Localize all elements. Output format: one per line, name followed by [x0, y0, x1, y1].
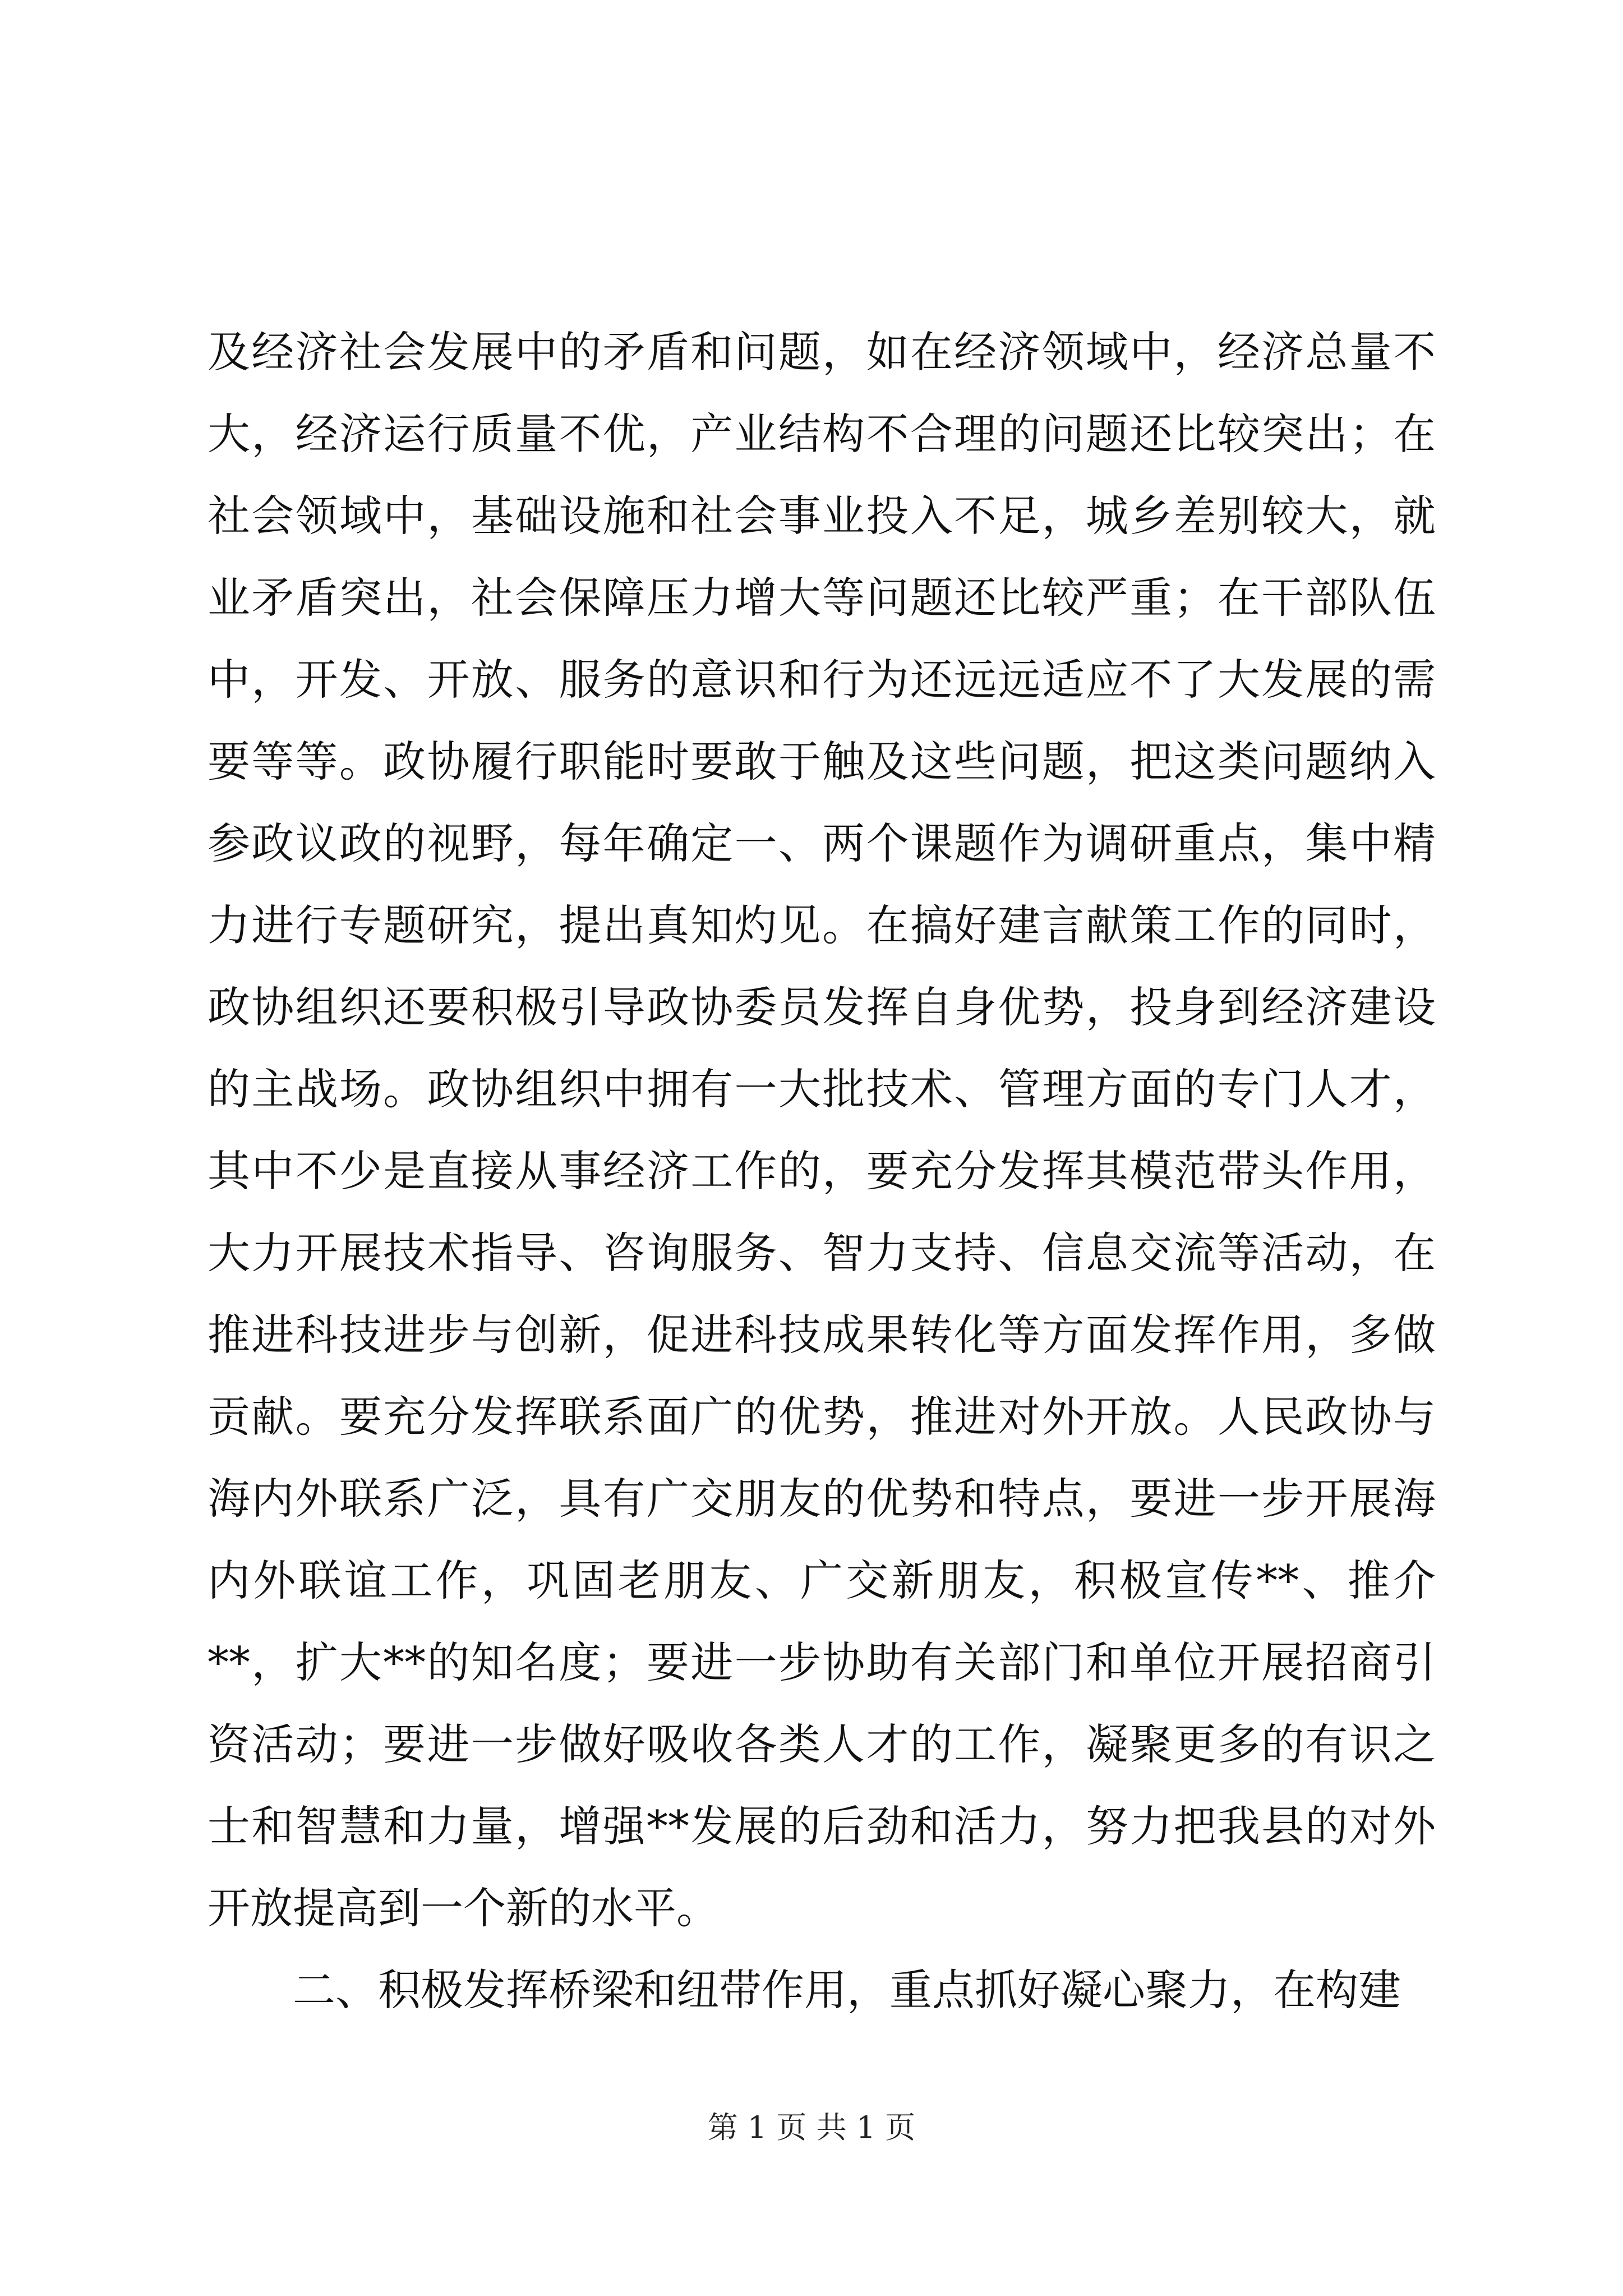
text-line: 海内外联系广泛，具有广交朋友的优势和特点，要进一步开展海	[208, 1474, 1436, 1524]
text-line: 业矛盾突出，社会保障压力增大等问题还比较严重；在干部队伍	[208, 573, 1436, 623]
text-line: 参政议政的视野，每年确定一、两个课题作为调研重点，集中精	[208, 818, 1436, 868]
section-heading-line: 二、积极发挥桥梁和纽带作用，重点抓好凝心聚力，在构建	[293, 1965, 1401, 2015]
text-line: 要等等。政协履行职能时要敢于触及这些问题，把这类问题纳入	[208, 737, 1436, 786]
text-line: 资活动；要进一步做好吸收各类人才的工作，凝聚更多的有识之	[208, 1719, 1436, 1769]
text-line: 力进行专题研究，提出真知灼见。在搞好建言献策工作的同时，	[208, 900, 1436, 950]
text-line: 其中不少是直接从事经济工作的，要充分发挥其模范带头作用，	[208, 1146, 1436, 1196]
text-line: 推进科技进步与创新，促进科技成果转化等方面发挥作用，多做	[208, 1310, 1436, 1360]
text-line: 大，经济运行质量不优，产业结构不合理的问题还比较突出；在	[208, 409, 1436, 459]
text-line: 社会领域中，基础设施和社会事业投入不足，城乡差别较大，就	[208, 491, 1436, 541]
text-line: 内外联谊工作，巩固老朋友、广交新朋友，积极宣传**、推介	[208, 1556, 1436, 1605]
text-line: 及经济社会发展中的矛盾和问题，如在经济领域中，经济总量不	[208, 327, 1436, 377]
text-line: 大力开展技术指导、咨询服务、智力支持、信息交流等活动，在	[208, 1228, 1436, 1278]
page-footer	[0, 2108, 1623, 2147]
paragraph-1	[208, 311, 1436, 1949]
paragraph-2	[208, 1949, 1436, 2031]
text-line: 中，开发、开放、服务的意识和行为还远远适应不了大发展的需	[208, 655, 1436, 705]
document-body	[208, 311, 1436, 2031]
text-line: 政协组织还要积极引导政协委员发挥自身优势，投身到经济建设	[208, 982, 1436, 1032]
text-line: 贡献。要充分发挥联系面广的优势，推进对外开放。人民政协与	[208, 1392, 1436, 1442]
text-line: 的主战场。政协组织中拥有一大批技术、管理方面的专门人才，	[208, 1064, 1436, 1114]
text-line: 士和智慧和力量，增强**发展的后劲和活力，努力把我县的对外	[208, 1801, 1436, 1851]
text-line: 开放提高到一个新的水平。	[208, 1883, 719, 1933]
text-line: **，扩大**的知名度；要进一步协助有关部门和单位开展招商引	[208, 1637, 1436, 1687]
page-number: 第 1 页 共 1 页	[707, 2110, 916, 2145]
